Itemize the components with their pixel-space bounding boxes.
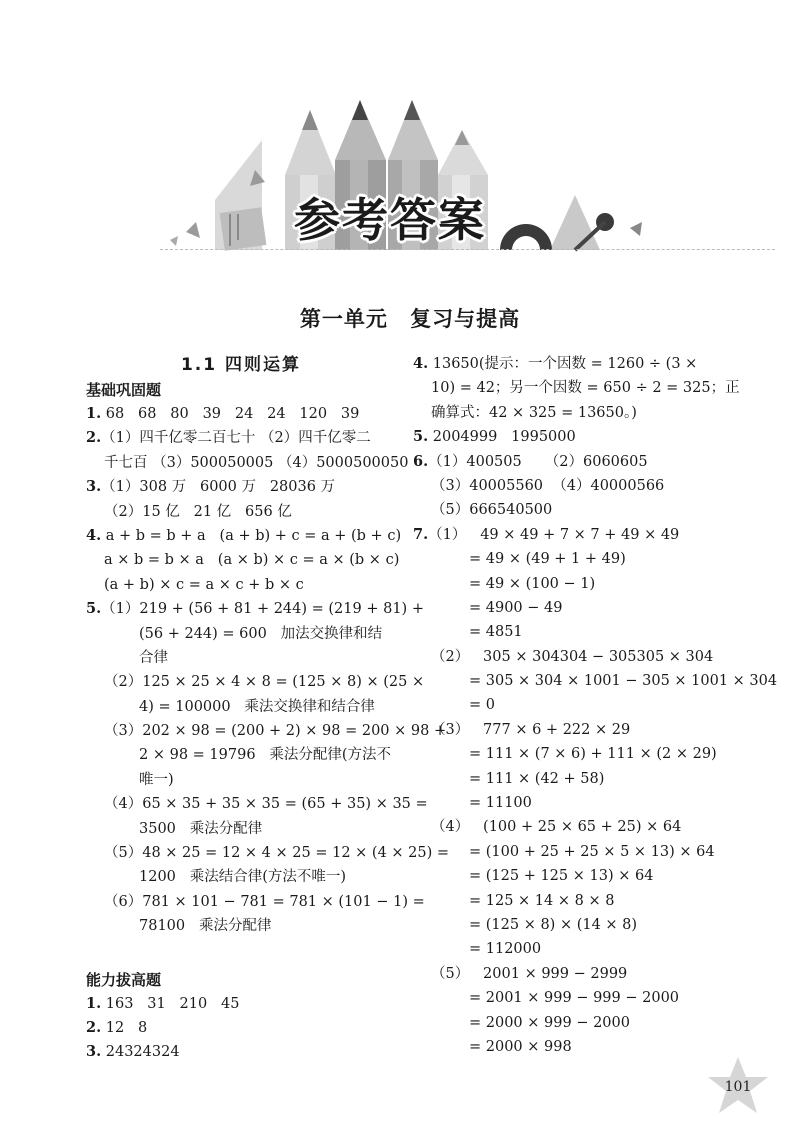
answer-line: [86, 841, 450, 865]
question-number: 5.: [413, 428, 429, 446]
answer-text: 唯一): [139, 771, 174, 788]
section-gap: [86, 939, 396, 968]
answer-line: [86, 1016, 396, 1040]
answer-line: [413, 425, 743, 449]
answer-text: (56 + 244) = 600 加法交换律和结: [139, 625, 383, 642]
answer-line: [413, 986, 743, 1010]
answer-line: [413, 376, 743, 400]
subhead-basic: 基础巩固题: [86, 381, 162, 399]
answer-text: 合律: [139, 649, 168, 666]
answer-line: [86, 500, 396, 524]
answer-line: [86, 670, 425, 694]
answer-text: 78100 乘法分配律: [139, 918, 272, 935]
answer-list-continued: [413, 352, 778, 1059]
answer-line: [86, 792, 428, 816]
question-number: 2.: [86, 1018, 102, 1036]
answer-line: [86, 426, 396, 450]
answer-line: [86, 890, 425, 914]
answer-line: [86, 914, 396, 938]
answer-line: [413, 937, 743, 961]
answer-text: 68 68 80 39 24 24 120 39: [101, 406, 360, 422]
question-number: 1.: [86, 994, 102, 1012]
answer-text: = (125 + 125 × 13) × 64: [469, 868, 654, 885]
answer-text: 千七百 （3）500050005 （4）5000500050: [104, 454, 409, 471]
answer-line: [413, 864, 743, 888]
question-number: 1.: [86, 405, 102, 422]
answer-text: = 125 × 14 × 8 × 8: [469, 892, 615, 909]
question-number: 3.: [86, 478, 102, 496]
answer-line: [86, 548, 400, 572]
answer-text: （2） 305 × 304304 − 305305 × 304: [431, 648, 714, 665]
answer-text: 163 31 210 45: [101, 995, 240, 1012]
right-column: [413, 352, 778, 1059]
banner-title: 参考答案: [294, 193, 486, 247]
answer-text: = (125 × 8) × (14 × 8): [469, 916, 638, 933]
answer-line: [86, 622, 396, 646]
answer-text: （5）666540500: [431, 502, 553, 519]
answer-text: 24324324: [101, 1044, 180, 1061]
answer-text: 3500 乘法分配律: [139, 820, 263, 837]
answer-text: （3） 777 × 6 + 222 × 29: [431, 721, 631, 738]
answer-text: 10) = 42；另一个因数 = 650 ÷ 2 = 325；正: [431, 380, 740, 397]
answer-list-advanced: [86, 992, 396, 1065]
answer-text: = 2000 × 998: [469, 1038, 572, 1055]
answer-text: = 112000: [469, 941, 542, 958]
answer-text: = 111 × (42 + 58): [469, 770, 605, 787]
answer-text: = 4900 − 49: [469, 599, 563, 616]
answer-text: 13650(提示：一个因数 = 1260 ÷ (3 ×: [428, 356, 698, 372]
answer-line: [413, 840, 743, 864]
question-number: 4.: [413, 355, 429, 372]
answer-line: [413, 742, 743, 766]
question-number: 7.: [413, 525, 429, 543]
question-number: 4.: [86, 526, 102, 544]
answer-text: = 305 × 304 × 1001 − 305 × 1001 × 304: [469, 673, 778, 690]
answer-line: [413, 620, 743, 644]
answer-text: a × b = b × a (a × b) × c = a × (b × c): [104, 552, 400, 569]
answer-text: （1）308 万 6000 万 28036 万: [101, 479, 336, 496]
answer-text: 1200 乘法结合律(方法不唯一): [139, 869, 347, 886]
answer-line: [413, 547, 743, 571]
answer-line: [413, 352, 743, 376]
answer-line: [413, 596, 743, 620]
answer-text: （2）15 亿 21 亿 656 亿: [104, 503, 292, 520]
answer-line: [86, 992, 396, 1016]
answer-text: （4）65 × 35 + 35 × 35 = (65 + 35) × 35 =: [104, 796, 428, 813]
question-number: 3.: [86, 1043, 102, 1061]
answer-text: （4） (100 + 25 × 65 + 25) × 64: [431, 819, 682, 836]
answer-text: 确算式：42 × 325 = 13650。): [431, 404, 637, 421]
answer-text: = 4851: [469, 624, 523, 641]
answer-line: [86, 475, 396, 499]
question-number: 5.: [86, 600, 102, 618]
answer-text: 2004999 1995000: [428, 429, 576, 446]
answer-line: [413, 669, 778, 693]
answer-line: [413, 401, 743, 425]
answer-text: = 111 × (7 × 6) + 111 × (2 × 29): [469, 746, 717, 763]
question-number: 2.: [86, 429, 102, 447]
answer-text: 2 × 98 = 19796 乘法分配律(方法不: [139, 747, 392, 764]
answer-line: [413, 572, 743, 596]
answer-line: [413, 815, 743, 839]
answer-text: （1） 49 × 49 + 7 × 7 + 49 × 49: [428, 526, 680, 543]
answer-text: a + b = b + a (a + b) + c = a + (b + c): [101, 527, 402, 544]
answer-text: = 2000 × 999 − 2000: [469, 1014, 630, 1031]
answer-text: = (100 + 25 + 25 × 5 × 13) × 64: [469, 843, 715, 860]
answer-text: （2）125 × 25 × 4 × 8 = (125 × 8) × (25 ×: [104, 674, 425, 691]
answer-text: （1）400505 （2）6060605: [428, 453, 648, 470]
subhead-advanced: 能力拔高题: [86, 970, 162, 989]
answer-line: [86, 865, 396, 889]
answer-text: = 11100: [469, 795, 532, 812]
answer-text: = 49 × (100 − 1): [469, 575, 596, 592]
answer-line: [86, 573, 396, 597]
unit-title: 第一单元 复习与提高: [299, 307, 521, 331]
answer-line: [86, 768, 396, 792]
section-title: 1.1 四则运算: [180, 355, 302, 375]
answer-line: [413, 645, 743, 669]
answer-text: （1）四千亿零二百七十 （2）四千亿零二: [101, 430, 371, 447]
answer-text: (a + b) × c = a × c + b × c: [104, 576, 304, 593]
answer-text: 12 8: [101, 1019, 148, 1036]
answer-text: （1）219 + (56 + 81 + 244) = (219 + 81) +: [101, 601, 424, 618]
answer-line: [413, 523, 743, 547]
answer-line: [413, 450, 743, 474]
answer-line: [413, 767, 743, 791]
answer-text: = 2001 × 999 − 999 − 2000: [469, 990, 680, 1007]
answer-text: （3）40005560 （4）40000566: [431, 477, 665, 494]
left-column: [86, 352, 450, 1065]
answer-text: （3）202 × 98 = (200 + 2) × 98 = 200 × 98 +: [104, 723, 447, 740]
answer-line: [413, 889, 743, 913]
answer-line: [413, 913, 743, 937]
answer-line: [86, 524, 402, 548]
answer-line: [86, 402, 396, 426]
answer-line: [86, 817, 396, 841]
answer-line: [86, 719, 447, 743]
answer-line: [86, 743, 396, 767]
answer-line: [413, 693, 743, 717]
answer-line: [86, 695, 396, 719]
answer-text: （6）781 × 101 − 781 = 781 × (101 − 1) =: [104, 893, 425, 910]
answer-list-basic: [86, 402, 450, 939]
question-number: 6.: [413, 452, 429, 470]
answer-line: [413, 1035, 743, 1059]
page-number: 101: [724, 1079, 752, 1095]
answer-text: = 0: [469, 697, 495, 714]
answer-text: （5）48 × 25 = 12 × 4 × 25 = 12 × (4 × 25) =: [104, 845, 450, 862]
answer-line: [413, 962, 743, 986]
header-baseline: [160, 249, 775, 250]
answer-line: [413, 1011, 743, 1035]
answer-line: [86, 597, 424, 621]
answer-line: [413, 791, 743, 815]
answer-text: 4) = 100000 乘法交换律和结合律: [139, 698, 375, 715]
answer-line: [413, 474, 743, 498]
answer-line: [86, 646, 396, 670]
answer-text: （5） 2001 × 999 − 2999: [431, 965, 628, 982]
answer-line: [86, 451, 409, 475]
answer-line: [413, 498, 743, 522]
answer-line: [86, 1040, 396, 1064]
answer-line: [413, 718, 743, 742]
answer-text: = 49 × (49 + 1 + 49): [469, 551, 626, 568]
